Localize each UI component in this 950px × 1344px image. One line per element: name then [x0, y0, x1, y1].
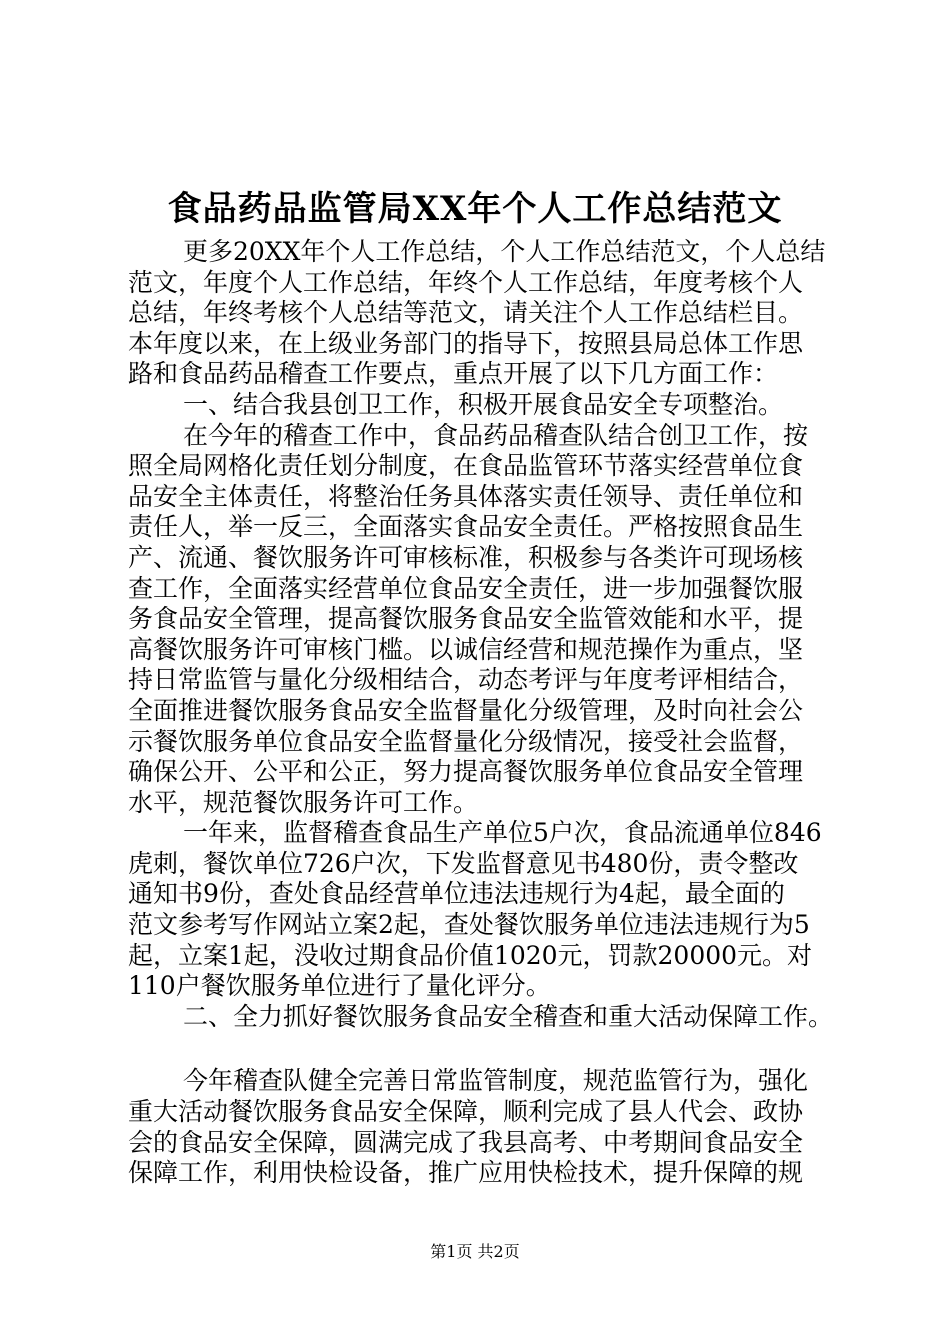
text-line: 确保公开、公平和公正，努力提高餐饮服务单位食品安全管理: [128, 757, 804, 787]
text-line: 范文参考写作网站立案2起，查处餐饮服务单位违法违规行为5: [128, 910, 810, 940]
text-line: 一年来，监督稽查食品生产单位5户次，食品流通单位846: [183, 818, 822, 848]
text-line: 水平，规范餐饮服务许可工作。: [128, 787, 479, 817]
text-line: 更多20XX年个人工作总结，个人工作总结范文，个人总结: [183, 237, 826, 266]
body-text: [128, 237, 840, 1189]
page-title: 食品药品监管局XX年个人工作总结范文: [167, 189, 783, 229]
text-line: 本年度以来，在上级业务部门的指导下，按照县局总体工作思: [128, 328, 804, 358]
text-line: 高餐饮服务许可审核门槛。以诚信经营和规范操作为重点，坚: [128, 634, 804, 664]
text-line: 总结，年终考核个人总结等范文，请关注个人工作总结栏目。: [128, 298, 804, 328]
text-line: 产、流通、餐饮服务许可审核标准，积极参与各类许可现场核: [128, 542, 804, 572]
paragraph-gap: [128, 1032, 840, 1066]
text-line: 品安全主体责任，将整治任务具体落实责任领导、责任单位和: [128, 481, 804, 511]
text-line: 重大活动餐饮服务食品安全保障，顺利完成了县人代会、政协: [128, 1097, 804, 1127]
section-heading: 二、全力抓好餐饮服务食品安全稽查和重大活动保障工作。: [183, 1001, 834, 1031]
section-heading: 一、结合我县创卫工作，积极开展食品安全专项整治。: [183, 389, 784, 419]
text-line: 责任人，举一反三，全面落实食品安全责任。严格按照食品生: [128, 512, 804, 542]
text-line: 全面推进餐饮服务食品安全监督量化分级管理，及时向社会公: [128, 695, 804, 725]
text-line: 在今年的稽查工作中，食品药品稽查队结合创卫工作，按: [183, 420, 809, 450]
text-line: 路和食品药品稽查工作要点，重点开展了以下几方面工作：: [128, 359, 779, 389]
text-line: 会的食品安全保障，圆满完成了我县高考、中考期间食品安全: [128, 1127, 804, 1157]
text-line: 查工作，全面落实经营单位食品安全责任，进一步加强餐饮服: [128, 573, 804, 603]
text-line: 虎刺，餐饮单位726户次，下发监督意见书480份，责令整改: [128, 848, 799, 878]
text-line: 保障工作，利用快检设备，推广应用快检技术，提升保障的规: [128, 1158, 804, 1188]
text-line: 示餐饮服务单位食品安全监督量化分级情况，接受社会监督，: [128, 726, 804, 756]
text-line: 照全局网格化责任划分制度，在食品监管环节落实经营单位食: [128, 451, 804, 481]
text-line: 务食品安全管理，提高餐饮服务食品安全监管效能和水平，提: [128, 604, 804, 634]
text-line: 110户餐饮服务单位进行了量化评分。: [128, 971, 551, 1001]
text-line: 起，立案1起，没收过期食品价值1020元，罚款20000元。对: [128, 940, 813, 970]
text-line: 今年稽查队健全完善日常监管制度，规范监管行为，强化: [183, 1066, 809, 1096]
text-line: 范文，年度个人工作总结，年终个人工作总结，年度考核个人: [128, 267, 804, 297]
page-footer: 第1页 共2页: [430, 1242, 520, 1261]
text-line: 持日常监管与量化分级相结合，动态考评与年度考评相结合，: [128, 665, 804, 695]
text-line: 通知书9份，查处食品经营单位违法违规行为4起，最全面的: [128, 879, 785, 909]
